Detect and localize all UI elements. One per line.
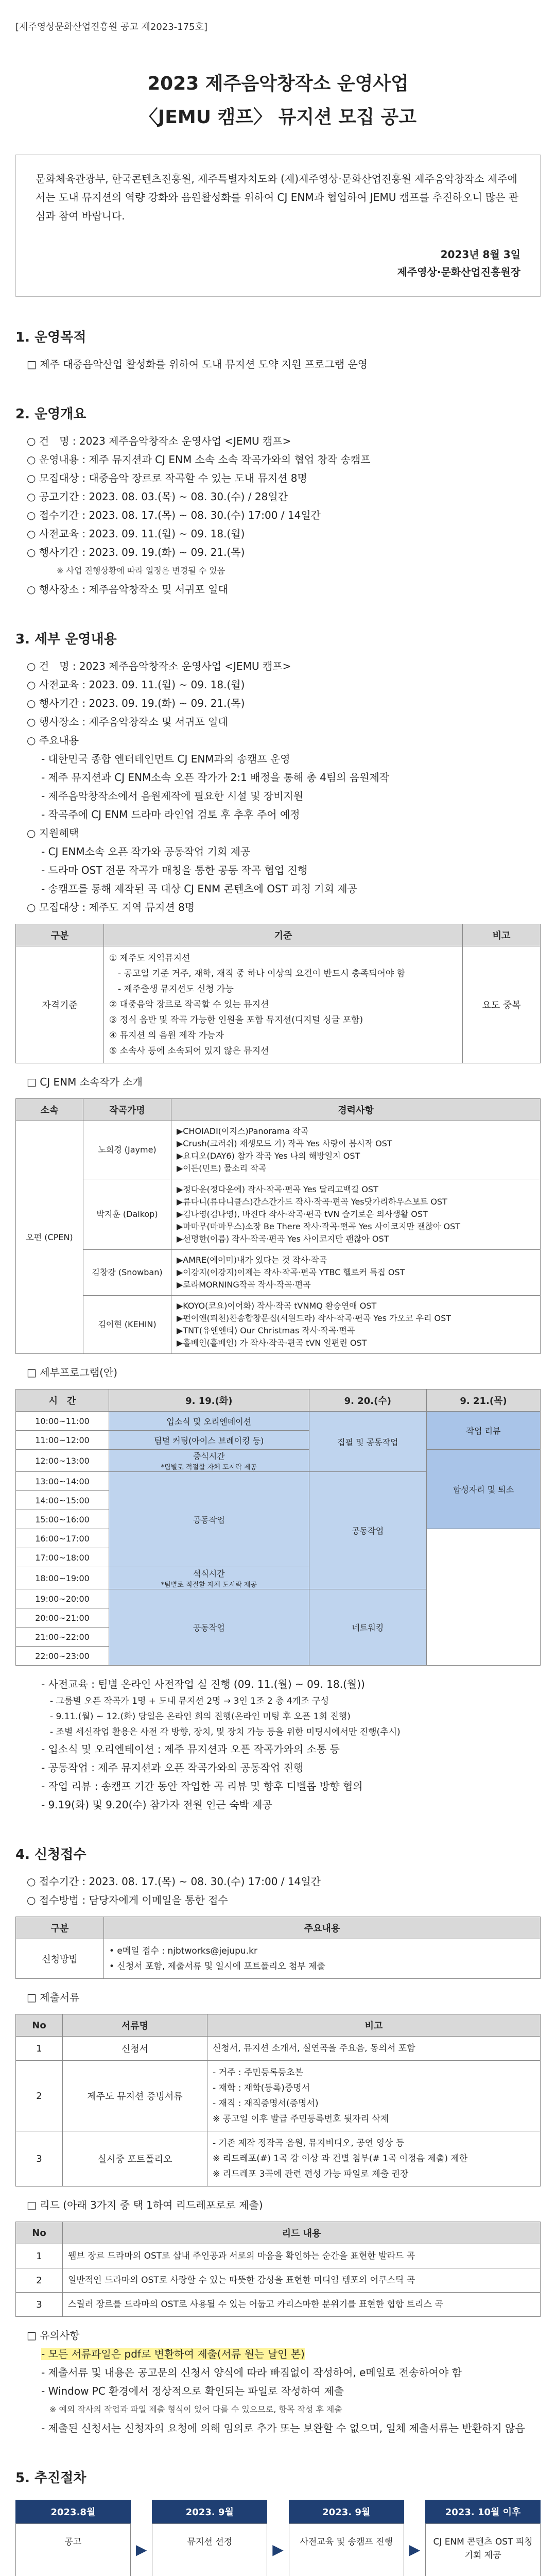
page-title: 2023 제주음악창작소 운영사업	[147, 73, 409, 94]
list-item: □ 제주 대중음악산업 활성화를 위하여 도내 뮤지션 도약 지원 프로그램 운영	[27, 358, 368, 370]
column-header: 9. 20.(수)	[309, 1389, 426, 1412]
list-item: - 9.19(화) 및 9.20(수) 참가자 전원 인근 숙박 제공	[41, 1799, 272, 1811]
page-subtitle: 〈JEMU 캠프〉 뮤지션 모집 공고	[139, 107, 417, 128]
schedule-table	[15, 1389, 541, 1666]
row-label: 신청방법	[16, 1939, 104, 1979]
list-item: ○ 사전교육 : 2023. 09. 11.(월) ~ 09. 18.(월)	[27, 679, 245, 691]
list-item: ○ 모집대상 : 대중음악 장르로 작곡할 수 있는 도내 뮤지션 8명	[27, 472, 307, 484]
section-procedure	[0, 2467, 556, 2576]
time-slot: 16:00~17:00	[16, 1529, 109, 1548]
intro-text: 문화체육관광부, 한국콘텐츠진흥원, 제주특별자치도와 (재)제주영상·문화산업진흥원 제주음악창작소 제주에서는 도내 뮤지션의 역량 강화와 음원활성화를 위하여 CJ ENM과 협업하여 JEMU 캠프를 추진하오니 많은 관심과 참여 바랍니다.	[36, 173, 519, 222]
table-row	[16, 1250, 541, 1296]
column-header: 리드 내용	[63, 2222, 541, 2244]
remark-cell: 요도 중복	[463, 946, 541, 1063]
time-slot: 10:00~11:00	[16, 1412, 109, 1431]
docs-table-wrap	[15, 2014, 541, 2187]
column-header: 주요내용	[104, 1917, 541, 1939]
column-header: 구분	[16, 1917, 104, 1939]
section-title: 1. 운영목적	[15, 330, 86, 345]
table-row: 1 웹브 장르 드라마의 OST로 삽내 주인공과 서로의 마음을 확인하는 순간을 표현한 발라드 곡	[16, 2244, 541, 2268]
list-item: - 그룹별 오픈 작곡가 1명 + 도내 뮤지션 2명 → 3인 1조 2 총 4개조 구성	[41, 1696, 329, 1706]
list-item: - CJ ENM소속 오픈 작가와 공동작업 기회 제공	[41, 845, 251, 858]
list-item: ○ 건 명 : 2023 제주음악창작소 운영사업 <JEMU 캠프>	[27, 435, 291, 447]
schedule-cell: 공동작업	[109, 1472, 309, 1567]
schedule-cell: 공동작업	[309, 1472, 426, 1589]
table-row	[16, 1121, 541, 1179]
list-item: ○ 행사기간 : 2023. 09. 19.(화) ~ 09. 21.(목)	[27, 546, 245, 558]
list-item: - 공동작업 : 제주 뮤지션과 오픈 작곡가와의 공동작업 진행	[41, 1761, 304, 1774]
table-row	[16, 1179, 541, 1250]
list-item: ○ 주요내용	[27, 734, 79, 747]
time-slot: 17:00~18:00	[16, 1548, 109, 1567]
table-row: 1 신청서 신청서, 뮤지션 소개서, 실연곡을 주요음, 동의서 포함	[16, 2037, 541, 2061]
column-header: No	[16, 2222, 63, 2244]
column-header: 서류명	[63, 2014, 207, 2037]
schedule-cell: 합성자리 및 퇴소	[427, 1450, 541, 1529]
method-cell: • e메일 접수 : njbtworks@jejupu.kr • 신청서 포함, 제출서류 및 일시에 포트폴리오 첨부 제출	[104, 1939, 541, 1979]
docs-table	[15, 2014, 541, 2187]
schedule-cell: 네트워킹	[309, 1589, 426, 1666]
procedure-step: 2023. 9월 사전교육 및 송캠프 진행	[289, 2500, 404, 2576]
note: ※ 사업 진행상황에 따라 일정은 변경될 수 있음	[57, 566, 225, 575]
list-item: - Window PC 환경에서 정상적으로 확인되는 파일로 작성하여 제출	[41, 2385, 344, 2397]
list-item: ○ 접수방법 : 담당자에게 이메일을 통한 접수	[27, 1894, 228, 1906]
table-row: 3 실시중 포트폴리오 - 기존 제작 정작곡 음원, 뮤지비디오, 공연 영상 등 ※ 리드레포(#) 1곡 강 이상 과 건별 첨부(# 1곡 이정음 제출) 제한 ※ 리드레포 3곡에 관련 편성 가능 파일로 제출 권장	[16, 2131, 541, 2187]
schedule-cell: 작업 리뷰	[427, 1412, 541, 1450]
column-header: 경력사항	[171, 1099, 541, 1121]
schedule-cell: 입소식 및 오리엔테이션	[109, 1412, 309, 1431]
criteria-cell: ① 제주도 지역뮤지션 - 공고일 기준 거주, 재학, 재직 중 하나 이상의 요건이 반드시 충족되어야 함 - 제주출생 뮤지션도 신청 가능 ② 대중음악 장르로 작곡할 수 있는 뮤지션 ③ 정식 음반 및 작곡 가능한 인원을 포함 뮤지션(디지털 싱글 포함) ④ 뮤지션 의 음원 제작 가능자 ⑤ 소속사 등에 소속되어 있지 않은 뮤지션	[104, 946, 463, 1063]
method-table-wrap	[15, 1917, 541, 1979]
list-item: - 대한민국 종합 엔터테인먼트 CJ ENM과의 송캠프 운영	[41, 753, 290, 765]
time-slot: 11:00~12:00	[16, 1431, 109, 1450]
time-slot: 15:00~16:00	[16, 1510, 109, 1529]
schedule-cell-empty	[427, 1529, 541, 1666]
table-row: 2 일반적인 드라마의 OST로 사랑할 수 있는 따뜻한 감성을 표현한 미디엄 템포의 어쿠스틱 곡	[16, 2268, 541, 2293]
list-item: - 제출서류 및 내용은 공고문의 신청서 양식에 따라 빠짐없이 작성하여, e메일로 전송하여야 함	[41, 2366, 462, 2379]
list-item: - 조별 세신작업 활용은 사전 각 방향, 장치, 및 장치 가능 등을 위한 미팅시에서만 진행(추시)	[41, 1727, 401, 1737]
section-overview	[0, 403, 556, 599]
procedure-step: 2023. 9월 뮤지션 선정	[152, 2500, 267, 2576]
list-item: □ 리드 (아래 3가지 중 택 1하여 리드레포로로 제출)	[27, 2199, 263, 2211]
notice-date: 2023년 8월 3일	[440, 248, 520, 261]
schedule-cell: 공동작업	[109, 1589, 309, 1666]
list-item: - 작업 리뷰 : 송캠프 기간 동안 작업한 곡 리뷰 및 향후 디벨롭 방향 협의	[41, 1780, 363, 1792]
section-purpose	[0, 327, 556, 374]
eligibility-table	[15, 924, 541, 1063]
notice-number: [제주영상문화산업진흥원 공고 제2023-175호]	[15, 22, 207, 32]
procedure-step: 2023.8월 공고	[15, 2500, 131, 2576]
section-title: 3. 세부 운영내용	[15, 632, 117, 647]
list-item: ○ 행사장소 : 제주음악창작소 및 서귀포 일대	[27, 716, 228, 728]
section-title: 5. 추진절차	[15, 2470, 86, 2486]
intro-box	[15, 155, 541, 297]
composer-table	[15, 1098, 541, 1354]
career-cell: ▶CHOIADI(이지스)Panorama 작곡 ▶Crush(크러쉬) 재생모드 가) 작곡 Yes 사랑이 봄시작 OST ▶요디오(DAY6) 참가 작곡 Yes 나의 해방일지 OST ▶이든(민트) 물소리 작곡	[171, 1121, 541, 1179]
list-item: - 9.11.(월) ~ 12.(화) 당일은 온라인 회의 진행(온라인 미팅 후 오픈 1회 진행)	[41, 1711, 351, 1722]
list-item: - 송캠프를 통해 제작된 곡 대상 CJ ENM 콘텐츠에 OST 피칭 기회 제공	[41, 883, 357, 895]
composer-name: 노희경 (Jayme)	[83, 1121, 171, 1179]
eligibility-table-wrap	[15, 924, 541, 1063]
composer-name: 김이현 (KEHIN)	[83, 1296, 171, 1354]
procedure-flow	[15, 2500, 541, 2576]
time-slot: 19:00~20:00	[16, 1589, 109, 1608]
list-item: □ 세부프로그램(안)	[27, 1366, 118, 1379]
table-row: 3 스릴러 장르를 드라마의 OST로 사용될 수 있는 어둡고 카리스마한 분위기를 표현한 힙합 트리스 곡	[16, 2293, 541, 2317]
list-item: - 제주 뮤지션과 CJ ENM소속 오픈 작가가 2:1 배정을 통해 총 4팀의 음원제작	[41, 771, 390, 784]
list-item: ○ 운영내용 : 제주 뮤지션과 CJ ENM 소속 소속 작곡가와의 협업 창작 송캠프	[27, 453, 371, 466]
list-item: - 작곡주에 CJ ENM 드라마 라인업 검토 후 추후 주어 예정	[41, 808, 300, 821]
list-item: ○ 사전교육 : 2023. 09. 11.(월) ~ 09. 18.(월)	[27, 528, 245, 540]
column-header: 9. 19.(화)	[109, 1389, 309, 1412]
section-details	[0, 629, 556, 1814]
schedule-table-wrap	[15, 1389, 541, 1666]
composer-table-wrap	[15, 1098, 541, 1354]
column-header: 비고	[463, 924, 541, 946]
list-item: □ 유의사항	[27, 2329, 80, 2342]
column-header: 구분	[16, 924, 104, 946]
arrow-right-icon: ▶	[409, 2540, 421, 2558]
schedule-cell: 중식시간 *팀별로 적절할 자체 도시락 제공	[109, 1450, 309, 1472]
issuer: 제주영상·문화산업진흥원장	[397, 266, 520, 278]
schedule-cell: 집필 및 공동작업	[309, 1412, 426, 1472]
table-row	[16, 1296, 541, 1354]
procedure-step: 2023. 10월 이후 CJ ENM 콘텐츠 OST 피칭 기회 제공	[425, 2500, 541, 2576]
composer-name: 박지훈 (Dalkop)	[83, 1179, 171, 1250]
column-header: No	[16, 2014, 63, 2037]
note: ※ 예외 작사의 작업과 파일 제출 형식이 있어 다를 수 있으므로, 항목 작성 후 제출	[41, 2404, 342, 2414]
list-item: ○ 행사장소 : 제주음악창작소 및 서귀포 일대	[27, 583, 228, 596]
lead-table	[15, 2222, 541, 2317]
time-slot: 21:00~22:00	[16, 1628, 109, 1647]
time-slot: 14:00~15:00	[16, 1491, 109, 1510]
list-item: - 제출된 신청서는 신청자의 요청에 의해 임의로 추가 또는 보완할 수 없으며, 일체 제출서류는 반환하지 않음	[41, 2422, 525, 2434]
list-item: ○ 건 명 : 2023 제주음악창작소 운영사업 <JEMU 캠프>	[27, 660, 291, 672]
arrow-right-icon: ▶	[135, 2540, 147, 2558]
list-item: ○ 모집대상 : 제주도 지역 뮤지션 8명	[27, 901, 195, 913]
column-header: 기준	[104, 924, 463, 946]
list-item: - 입소식 및 오리엔테이션 : 제주 뮤지션과 오픈 작곡가와의 소통 등	[41, 1743, 340, 1755]
list-item: □ CJ ENM 소속작가 소개	[27, 1076, 143, 1088]
list-item: ○ 공고기간 : 2023. 08. 03.(목) ~ 08. 30.(수) / 28일간	[27, 490, 288, 503]
time-slot: 20:00~21:00	[16, 1608, 109, 1628]
method-table	[15, 1917, 541, 1979]
list-item: ○ 접수기간 : 2023. 08. 17.(목) ~ 08. 30.(수) 17:00 / 14일간	[27, 509, 321, 521]
lead-table-wrap	[15, 2222, 541, 2317]
list-item: - 사전교육 : 팀별 온라인 사전작업 실 진행 (09. 11.(월) ~ 09. 18.(월))	[41, 1678, 365, 1690]
section-application	[0, 1844, 556, 2437]
list-item: ○ 행사기간 : 2023. 09. 19.(화) ~ 09. 21.(목)	[27, 697, 245, 709]
career-cell: ▶AMRE(에이미)내가 있다는 것 작사·작곡 ▶이강지(이강지)이제는 작사·작곡·편곡 YTBC 헬로커 특집 OST ▶로라MORNING작곡 작사·작곡·편곡	[171, 1250, 541, 1296]
composer-name: 김창강 (Snowban)	[83, 1250, 171, 1296]
list-item: ○ 접수기간 : 2023. 08. 17.(목) ~ 08. 30.(수) 17:00 / 14일간	[27, 1875, 321, 1888]
column-header: 시 간	[16, 1389, 109, 1412]
time-slot: 13:00~14:00	[16, 1472, 109, 1491]
column-header: 비고	[207, 2014, 541, 2037]
list-item: ○ 지원혜택	[27, 827, 79, 839]
column-header: 소속	[16, 1099, 83, 1121]
time-slot: 12:00~13:00	[16, 1450, 109, 1472]
list-item: - 드라마 OST 전문 작곡가 매칭을 통한 공동 작곡 협업 진행	[41, 864, 308, 876]
arrow-right-icon: ▶	[272, 2540, 284, 2558]
schedule-cell: 팀별 커팅(아이스 브레이킹 등)	[109, 1431, 309, 1450]
schedule-cell: 석식시간 *팀별로 적절할 자체 도시락 제공	[109, 1567, 309, 1589]
column-header: 작곡가명	[83, 1099, 171, 1121]
table-row: 2 제주도 뮤지션 증빙서류 - 거주 : 주민등록등초본 - 재학 : 재학(등록)증명서 - 재직 : 재직증명서(증명서) ※ 공고일 이후 발급 주민등록번호 뒷자리 삭제	[16, 2061, 541, 2131]
time-slot: 22:00~23:00	[16, 1647, 109, 1666]
section-title: 2. 운영개요	[15, 406, 86, 422]
career-cell: ▶정다운(정다운에) 작사·작곡·편곡 Yes 달리고백길 OST ▶류다니(류다니클스)간스간가드 작사·작곡·편곡 Yes닷가리하우스보트 OST ▶김나영(김나영), 바진다 작사·작곡·편곡 tVN 슬기로운 의사생활 OST ▶마마무(마마무스)소장 Be There 작사·작곡·편곡 Yes 사이코지만 괜찮아 OST ▶선명한(이름) 작사·작곡·편곡 Yes 사이코지만 괜찮아 OST	[171, 1179, 541, 1250]
signature	[36, 246, 520, 281]
row-label: 자격기준	[16, 946, 104, 1063]
section-title: 4. 신청접수	[15, 1847, 86, 1862]
list-item: - 제주음악창작소에서 음원제작에 필요한 시설 및 장비지원	[41, 790, 304, 802]
time-slot: 18:00~19:00	[16, 1567, 109, 1589]
career-cell: ▶KOYO(코요)이어화) 작사·작곡 tVNMQ 환승연애 OST ▶펀이앤(피천)찬송합창문집(서원드라) 작사·작곡·편곡 Yes 가오코 우리 OST ▶TNT(유엔엔티) Our Christmas 작사·작곡·편곡 ▶홀베인(홀베인) 가 작사·작곡·편곡 tVN 일편린 OST	[171, 1296, 541, 1354]
list-item: - 모든 서류파일은 pdf로 변환하여 제출(서류 원는 날인 본)	[41, 2348, 305, 2360]
column-header: 9. 21.(목)	[427, 1389, 541, 1412]
list-item: □ 제출서류	[27, 1991, 80, 2004]
company-cell: 오펀 (CPEN)	[16, 1121, 83, 1354]
